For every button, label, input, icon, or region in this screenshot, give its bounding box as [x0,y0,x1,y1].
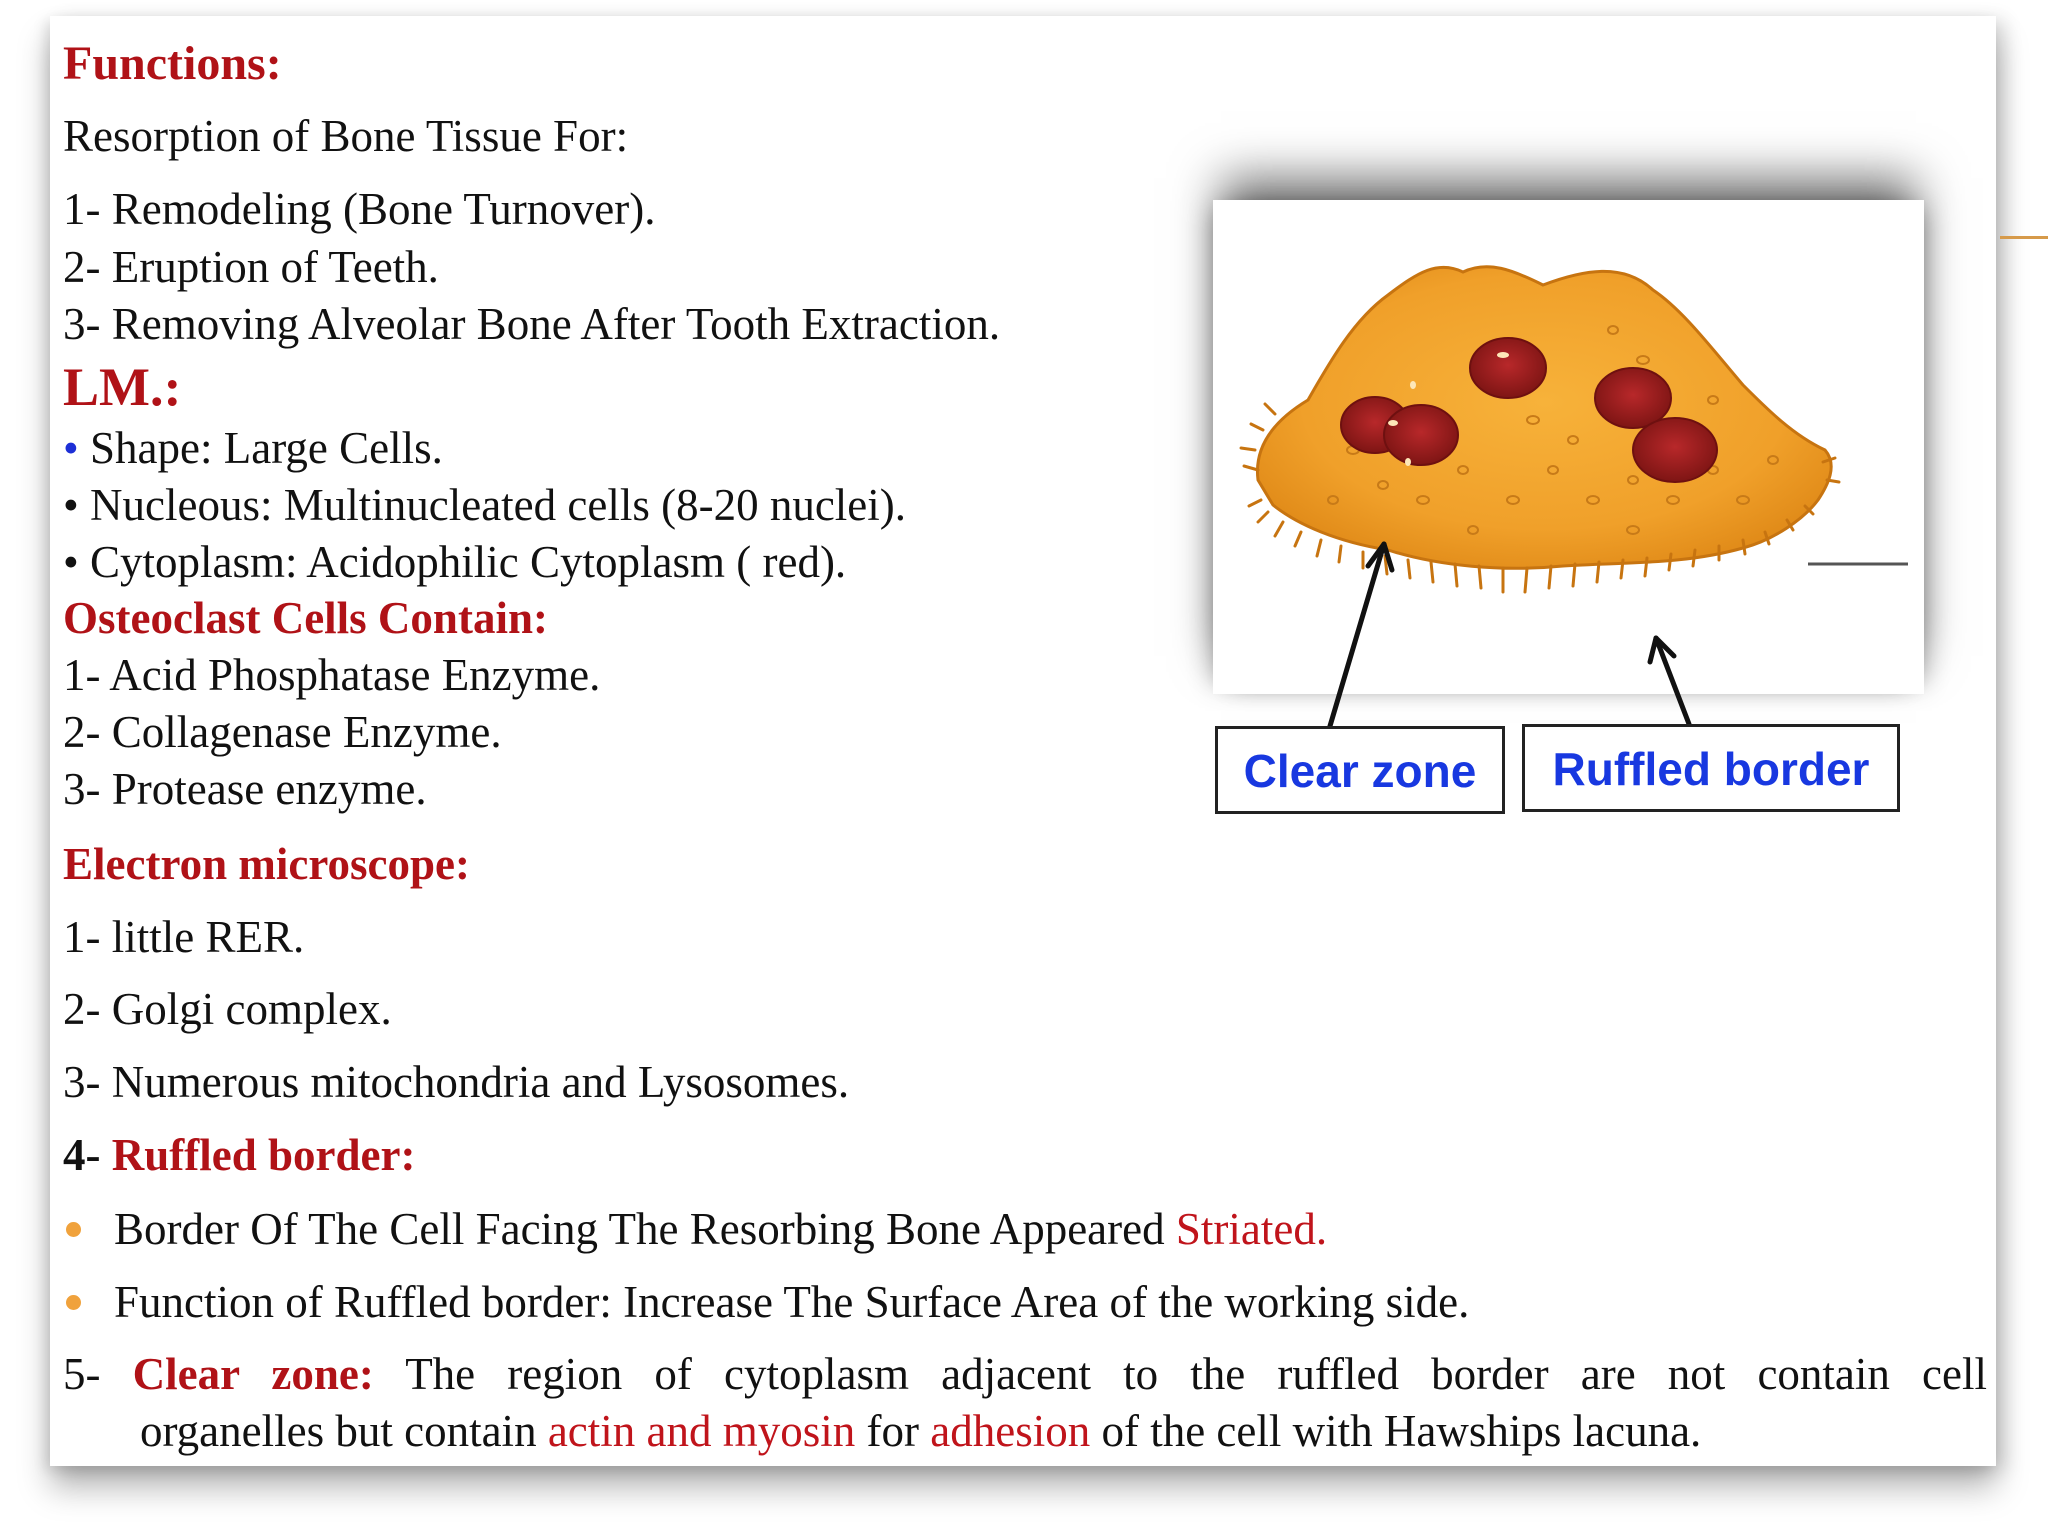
lm-item-cytoplasm-text: Cytoplasm: Acidophilic Cytoplasm ( red). [90,537,847,587]
actin-myosin-text: actin and myosin [547,1406,856,1456]
em-heading: Electron microscope: [63,839,470,889]
em-item-2: 2- Golgi complex. [63,984,392,1034]
functions-heading: Functions: [63,37,282,90]
contains-item-3: 3- Protease enzyme. [63,764,427,814]
function-item-2: 2- Eruption of Teeth. [63,242,439,292]
ruffled-bullet-1-red: Striated. [1175,1204,1328,1254]
contains-heading: Osteoclast Cells Contain: [63,593,548,643]
clear-zone-number: 5- [63,1349,133,1399]
bullet-dot: • [63,480,79,530]
bullet-dot: • [63,537,79,587]
lm-item-nucleus-text: Nucleous: Multinucleated cells (8-20 nuclei). [90,480,907,530]
function-item-1: 1- Remodeling (Bone Turnover). [63,184,656,234]
ruffled-border-arrow [1656,638,1689,724]
lm-item-shape-text: Shape: Large Cells. [90,423,443,473]
ruffled-bullet-1-text: Border Of The Cell Facing The Resorbing Bone Appeared [114,1204,1176,1254]
contains-item-1: 1- Acid Phosphatase Enzyme. [63,650,601,700]
clear-zone-text-1: The region of cytoplasm adjacent to the ruffled border are not contain cell [405,1349,1987,1399]
ruffled-bullet-2: Function of Ruffled border: Increase The Surface Area of the working side. [114,1277,1470,1327]
ruffled-title: Ruffled border: [111,1130,416,1180]
em-item-3: 3- Numerous mitochondria and Lysosomes. [63,1057,850,1107]
ruffled-border-label: Ruffled border [1522,724,1900,812]
clear-zone-title: Clear zone: [132,1349,374,1399]
adhesion-text: adhesion [930,1406,1091,1456]
functions-intro: Resorption of Bone Tissue For: [63,111,629,161]
clear-zone-text-2c: of the cell with Hawships lacuna. [1090,1406,1702,1456]
lm-heading: LM.: [63,357,182,417]
bullet-dot: • [63,423,79,473]
contains-item-2: 2- Collagenase Enzyme. [63,707,502,757]
clear-zone-arrow [1330,544,1384,726]
function-item-3: 3- Removing Alveolar Bone After Tooth Extraction. [63,299,1001,349]
em-item-1: 1- little RER. [63,912,305,962]
clear-zone-label: Clear zone [1215,726,1505,814]
clear-zone-text-2a: organelles but contain [140,1406,548,1456]
ruffled-number: 4- [63,1130,112,1180]
clear-zone-text-2b: for [855,1406,931,1456]
